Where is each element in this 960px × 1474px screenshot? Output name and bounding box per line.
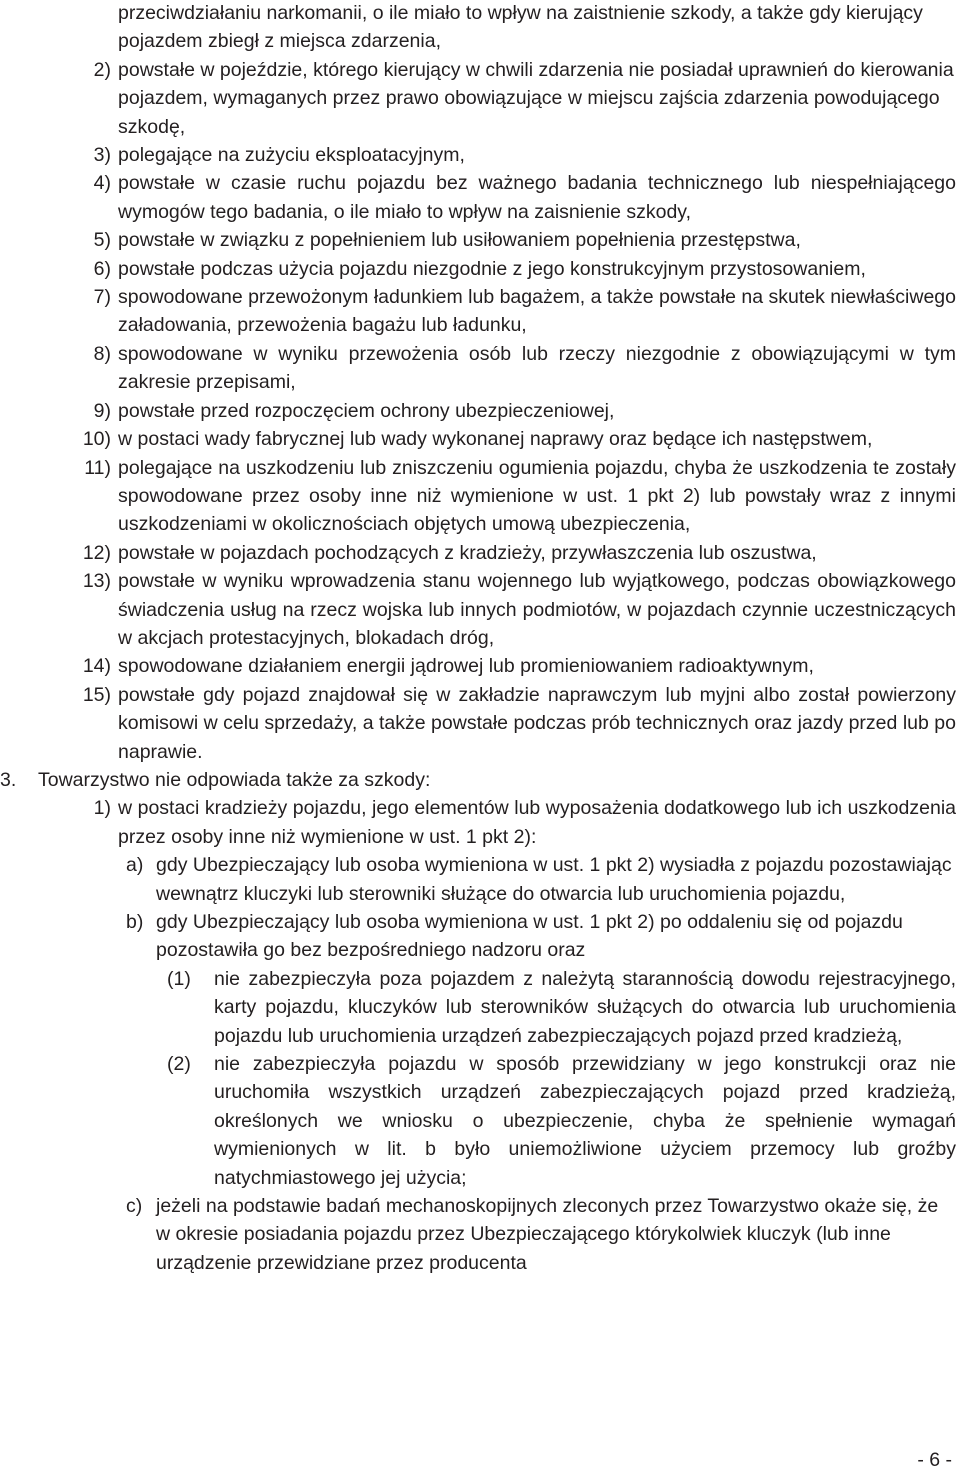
item-number: 9) — [93, 399, 111, 422]
item-text: spowodowane w wyniku przewożenia osób lub rzeczy niezgodnie z obowiązującymi w tym zakresie przepisami, — [118, 342, 956, 394]
sub-item-letter: b) — [126, 911, 144, 933]
list-item — [0, 539, 960, 567]
item-text: powstałe w związku z popełnieniem lub usiłowaniem popełnienia przestępstwa, — [118, 229, 801, 252]
item-number: 15) — [82, 683, 111, 706]
sub-item-text: gdy Ubezpieczający lub osoba wymieniona w ust. 1 pkt 2) po oddaleniu się od pojazdu pozostawiła go bez bezpośredniego nadzoru oraz — [156, 911, 903, 962]
item-number: 8) — [93, 342, 111, 365]
list-item — [0, 56, 960, 141]
sub-item-a — [0, 851, 960, 908]
sub-item-b — [0, 908, 960, 965]
item-text: spowodowane działaniem energii jądrowej lub promieniowaniem radioaktywnym, — [118, 655, 814, 678]
item-number: 13) — [82, 570, 111, 593]
sub-item-text: jeżeli na podstawie badań mechanoskopijnych zleconych przez Towarzystwo okaże się, że w okresie posiadania pojazdu przez Ubezpieczającego którykolwiek kluczyk (lub inne urządzenie przewidziane przez producenta — [156, 1195, 939, 1274]
item-text: polegające na uszkodzeniu lub zniszczeniu ogumienia pojazdu, chyba że uszkodzenia te zostały spowodowane przez osoby inne niż wymienione w ust. 1 pkt 2) lub powstały wraz z innymi uszkodzeniami w okolicznościach objętych umową ubezpieczenia, — [118, 456, 956, 536]
item-number: 3) — [93, 144, 111, 167]
item-number: 14) — [82, 655, 111, 678]
sub-sub-item-2 — [0, 1050, 960, 1192]
sub-item-letter: a) — [126, 854, 144, 877]
item-number: 6) — [93, 257, 111, 280]
item-text: powstałe w czasie ruchu pojazdu bez ważnego badania technicznego lub niespełniającego wymogów tego badania, o ile miało to wpływ na zaisnienie szkody, — [118, 172, 956, 223]
list-item — [0, 425, 960, 453]
list-item — [0, 255, 960, 283]
sub-sub-item-number: (1) — [167, 967, 191, 990]
paragraph-text: przeciwdziałaniu narkomanii, o ile miało to wpływ na zaistnienie szkody, a także gdy kierujący pojazdem zbiegł z miejsca zdarzenia, — [118, 2, 923, 53]
item-number: 4) — [93, 172, 111, 195]
sub-sub-item-text: nie zabezpieczyła pojazdu w sposób przewidziany w jego konstrukcji oraz nie uruchomiła wszystkich urządzeń zabezpieczających pojazd przed kradzieżą, określonych we wniosku o ubezpieczenie, chyba że spełnienie wymagań wymienionych w lit. b było uniemożliwione użyciem przemocy lub groźby natychmiastowego jej użycia; — [214, 1053, 956, 1189]
list-item — [0, 340, 960, 397]
list-item — [0, 567, 960, 652]
item-text: powstałe podczas użycia pojazdu niezgodnie z jego konstrukcyjnym przystosowaniem, — [118, 257, 866, 280]
item-text: powstałe w pojazdach pochodzących z kradzieży, przywłaszczenia lub oszustwa, — [118, 541, 817, 564]
continuation-paragraph — [0, 0, 960, 56]
item-number: 2) — [93, 58, 111, 81]
item-text: w postaci wady fabrycznej lub wady wykonanej naprawy oraz będące ich następstwem, — [118, 428, 873, 451]
sub-item-letter: c) — [126, 1195, 143, 1218]
list-item — [0, 141, 960, 169]
page-number: - 6 - — [917, 1449, 952, 1471]
list-item — [0, 681, 960, 766]
item-number: 1) — [93, 797, 111, 820]
item-number: 10) — [82, 428, 111, 451]
section-number: 3. — [0, 768, 17, 791]
item-text: powstałe w wyniku wprowadzenia stanu wojennego lub wyjątkowego, podczas obowiązkowego świadczenia usług na rzecz wojska lub innych podmiotów, w pojazdach czynnie uczestniczących w akcjach protestacyjnych, blokadach dróg, — [118, 570, 956, 649]
item-number: 11) — [84, 456, 111, 479]
item-text: powstałe przed rozpoczęciem ochrony ubezpieczeniowej, — [118, 399, 615, 422]
list-item — [0, 169, 960, 226]
item-number: 5) — [93, 229, 111, 252]
list-item — [0, 283, 960, 340]
sub-item-text: gdy Ubezpieczający lub osoba wymieniona w ust. 1 pkt 2) wysiadła z pojazdu pozostawiając wewnątrz kluczyki lub sterowniki służące do otwarcia lub uruchomienia pojazdu, — [156, 854, 952, 905]
item-number: 12) — [82, 541, 111, 564]
item-text: spowodowane przewożonym ładunkiem lub bagażem, a także powstałe na skutek niewłaściwego załadowania, przewożenia bagażu lub ładunku, — [118, 286, 956, 337]
item-text: powstałe w pojeździe, którego kierujący w chwili zdarzenia nie posiadał uprawnień do kierowania pojazdem, wymaganych przez prawo obowiązujące w miejscu zajścia zdarzenia powodującego szkodę, — [118, 58, 954, 138]
list-item — [0, 454, 960, 539]
item-number: 7) — [93, 286, 111, 309]
item-text: w postaci kradzieży pojazdu, jego elementów lub wyposażenia dodatkowego lub ich uszkodzenia przez osoby inne niż wymienione w ust. 1 pkt 2): — [118, 797, 956, 848]
sub-sub-item-number: (2) — [167, 1053, 191, 1076]
section-heading-text: Towarzystwo nie odpowiada także za szkody: — [38, 768, 431, 791]
list-item — [0, 794, 960, 851]
sub-item-c — [0, 1192, 960, 1277]
list-item — [0, 226, 960, 254]
list-item — [0, 652, 960, 680]
sub-sub-item-text: nie zabezpieczyła poza pojazdem z należytą starannością dowodu rejestracyjnego, karty pojazdu, kluczyków lub sterowników służących do otwarcia lub uruchomienia pojazdu lub uruchomienia urządzeń zabezpieczających pojazd przed kradzieżą, — [214, 967, 956, 1047]
list-item — [0, 397, 960, 425]
item-text: polegające na zużyciu eksploatacyjnym, — [118, 144, 465, 167]
item-text: powstałe gdy pojazd znajdował się w zakładzie naprawczym lub myjni albo został powierzony komisowi w celu sprzedaży, a także powstałe podczas prób technicznych oraz jazdy przed lub po naprawie. — [118, 683, 956, 763]
section-3-heading — [0, 766, 960, 794]
sub-sub-item-1 — [0, 965, 960, 1050]
